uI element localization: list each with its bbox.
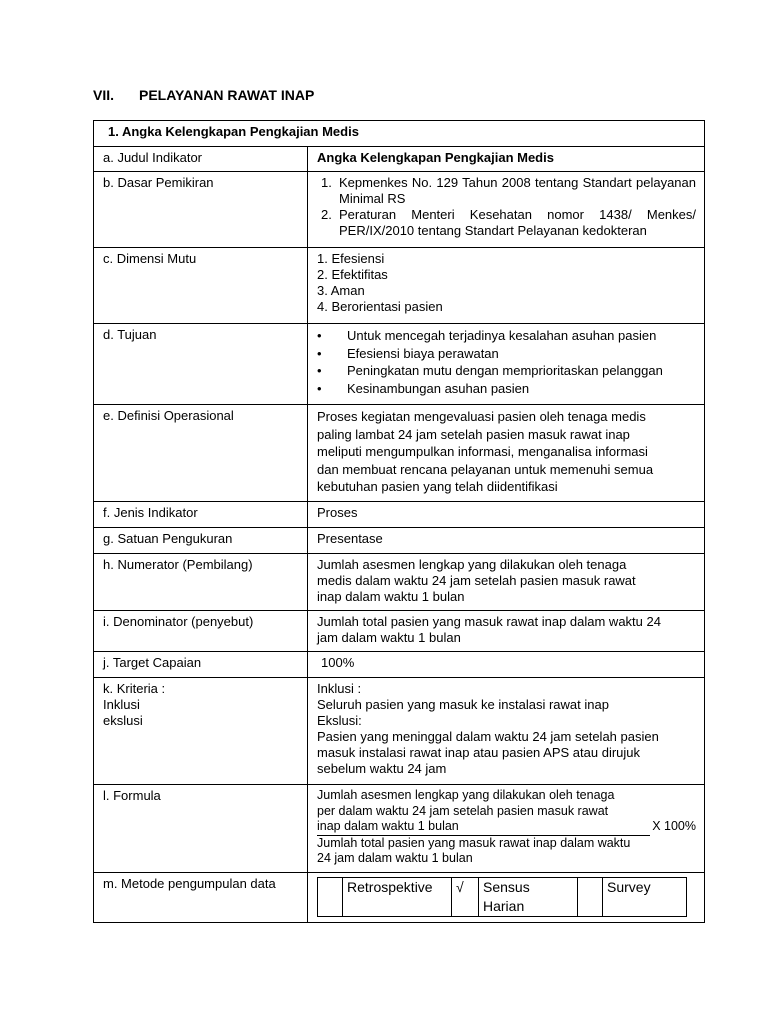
row-definisi <box>94 405 705 502</box>
table-header-row <box>94 121 705 147</box>
text-line: Inklusi <box>103 697 140 712</box>
formula-fraction-row <box>317 819 696 836</box>
indicator-table <box>93 120 705 923</box>
row-dimensi <box>94 248 705 324</box>
metode-options-table <box>317 877 687 917</box>
list-item <box>317 345 696 363</box>
formula-line: per dalam waktu 24 jam setelah pasien masuk rawat <box>317 803 609 818</box>
text-line: Jumlah total pasien yang masuk rawat inap dalam waktu 24 <box>317 614 661 629</box>
row-metode <box>94 872 705 922</box>
row-tujuan <box>94 324 705 405</box>
text-line: paling lambat 24 jam setelah pasien masuk rawat inap <box>317 426 630 442</box>
section-number: VII. <box>93 87 115 103</box>
row-label: j. Target Capaian <box>94 652 308 678</box>
metode-options-row <box>318 877 687 916</box>
formula-line: Jumlah total pasien yang masuk rawat inap dalam waktu <box>317 835 631 850</box>
text-line: dan membuat rencana pelayanan untuk memenuhi semua <box>317 461 654 477</box>
text-line: Inklusi : <box>317 681 362 696</box>
bullet-icon: • <box>317 345 322 361</box>
row-target <box>94 652 705 678</box>
text-line: inap dalam waktu 1 bulan <box>317 589 465 604</box>
list-item: 4. Berorientasi pasien <box>317 299 443 314</box>
list-item <box>317 207 696 239</box>
text-line: Proses kegiatan mengevaluasi pasien oleh tenaga medis <box>317 409 646 424</box>
list-text: Efesiensi biaya perawatan <box>347 345 499 361</box>
row-value <box>308 172 705 248</box>
row-label: b. Dasar Pemikiran <box>94 172 308 248</box>
row-value <box>308 405 705 502</box>
list-item: 3. Aman <box>317 283 365 298</box>
list-item: 2. Efektifitas <box>317 267 388 282</box>
list-item: 1. Efesiensi <box>317 251 385 266</box>
row-label: d. Tujuan <box>94 324 308 405</box>
list-number: 2. <box>321 207 332 222</box>
row-judul <box>94 147 705 172</box>
tujuan-list <box>317 327 696 397</box>
option-retrospektive: Retrospektive <box>343 877 452 916</box>
text-line: Pasien yang meninggal dalam waktu 24 jam setelah pasien <box>317 729 659 744</box>
row-label: i. Denominator (penyebut) <box>94 611 308 652</box>
formula-multiplier: X 100% <box>652 819 696 833</box>
bullet-icon: • <box>317 328 322 343</box>
text-line: kebutuhan pasien yang telah diidentifikasi <box>317 479 558 494</box>
option-sensus-harian: Sensus Harian <box>479 877 578 916</box>
text-line: masuk instalasi rawat inap atau pasien APS atau dirujuk <box>317 745 641 760</box>
row-label: e. Definisi Operasional <box>94 405 308 502</box>
row-kriteria <box>94 678 705 785</box>
checkbox-sensus-harian[interactable]: √ <box>452 877 479 916</box>
text-line: Ekslusi: <box>317 713 362 728</box>
formula-line: 24 jam dalam waktu 1 bulan <box>317 851 473 865</box>
row-label: h. Numerator (Pembilang) <box>94 554 308 611</box>
list-text: Peraturan Menteri Kesehatan nomor 1438/ Menkes/ PER/IX/2010 tentang Standart Pelayanan kedokteran <box>339 207 696 238</box>
text-line: Jumlah asesmen lengkap yang dilakukan oleh tenaga <box>317 557 627 572</box>
text-line: jam dalam waktu 1 bulan <box>317 630 461 645</box>
row-value <box>308 872 705 922</box>
text-line: ekslusi <box>103 713 143 728</box>
text-line: sebelum waktu 24 jam <box>317 761 447 776</box>
list-text: Kesinambungan asuhan pasien <box>347 380 530 396</box>
row-label: a. Judul Indikator <box>94 147 308 172</box>
bullet-icon: • <box>317 380 322 396</box>
row-value <box>308 678 705 785</box>
section-heading <box>93 87 314 103</box>
row-label: c. Dimensi Mutu <box>94 248 308 324</box>
row-value <box>308 611 705 652</box>
row-label: l. Formula <box>94 785 308 873</box>
bullet-icon: • <box>317 363 322 378</box>
list-item <box>317 175 696 207</box>
row-dasar <box>94 172 705 248</box>
row-value <box>308 324 705 405</box>
formula-line: Jumlah asesmen lengkap yang dilakukan oleh tenaga <box>317 788 615 802</box>
checkbox-retrospektive[interactable] <box>318 877 343 916</box>
row-value <box>308 554 705 611</box>
list-text: Untuk mencegah terjadinya kesalahan asuhan pasien <box>347 328 657 343</box>
section-title: PELAYANAN RAWAT INAP <box>139 87 315 103</box>
row-value <box>308 785 705 873</box>
list-text: Kepmenkes No. 129 Tahun 2008 tentang Standart pelayanan Minimal RS <box>339 175 696 206</box>
row-numerator <box>94 554 705 611</box>
row-denominator <box>94 611 705 652</box>
list-item <box>317 380 696 398</box>
list-text: Peningkatan mutu dengan memprioritaskan pelanggan <box>347 363 663 378</box>
row-label: m. Metode pengumpulan data <box>94 872 308 922</box>
text-line: Seluruh pasien yang masuk ke instalasi rawat inap <box>317 697 609 712</box>
row-jenis <box>94 502 705 528</box>
row-satuan <box>94 528 705 554</box>
row-value: Proses <box>308 502 705 528</box>
row-formula <box>94 785 705 873</box>
row-label: g. Satuan Pengukuran <box>94 528 308 554</box>
row-value <box>308 248 705 324</box>
text-line: meliputi mengumpulkan informasi, menganalisa informasi <box>317 444 648 459</box>
list-number: 1. <box>321 175 332 190</box>
list-item <box>317 327 696 345</box>
dasar-list <box>317 175 696 239</box>
list-item <box>317 362 696 380</box>
row-label <box>94 678 308 785</box>
row-value: Presentase <box>308 528 705 554</box>
row-value: Angka Kelengkapan Pengkajian Medis <box>308 147 705 172</box>
indicator-header: 1. Angka Kelengkapan Pengkajian Medis <box>94 121 705 147</box>
text-line: medis dalam waktu 24 jam setelah pasien masuk rawat <box>317 573 636 588</box>
option-survey: Survey <box>603 877 687 916</box>
text-line: k. Kriteria : <box>103 681 166 696</box>
row-value: 100% <box>308 652 705 678</box>
checkbox-survey[interactable] <box>578 877 603 916</box>
row-label: f. Jenis Indikator <box>94 502 308 528</box>
formula-numerator: inap dalam waktu 1 bulan <box>317 819 650 836</box>
